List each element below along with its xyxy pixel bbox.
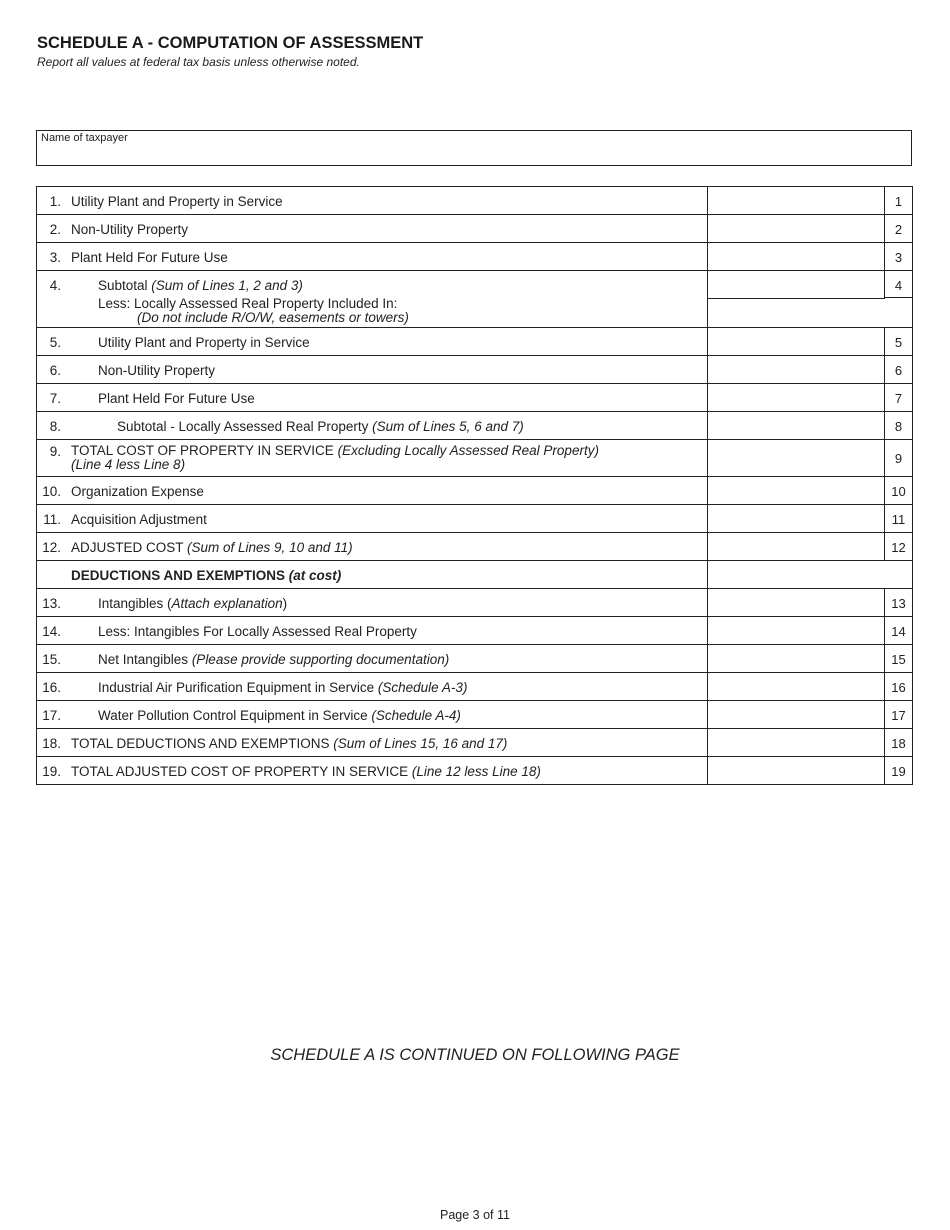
- line-14-amount-field[interactable]: [707, 617, 885, 644]
- line-ref: 1: [884, 187, 912, 214]
- line-18-amount-field[interactable]: [707, 729, 885, 756]
- taxpayer-name-field[interactable]: [36, 130, 912, 166]
- line-description: Less: Intangibles For Locally Assessed Real Property: [98, 624, 417, 639]
- line-ref: 2: [884, 215, 912, 242]
- line-number: 6.: [49, 363, 61, 378]
- line-description: [71, 540, 353, 555]
- line-ref: 10: [884, 477, 912, 504]
- line-note: (Excluding Locally Assessed Real Property): [337, 443, 599, 458]
- line-ref: 6: [884, 356, 912, 383]
- line-number: 3.: [49, 250, 61, 265]
- line-11-row: [36, 505, 913, 533]
- line-17-amount-field[interactable]: [707, 701, 885, 728]
- line-text: Intangibles (: [98, 596, 172, 611]
- line-ref: 17: [884, 701, 912, 728]
- line-ref: 12: [884, 533, 912, 560]
- line-5-amount-field[interactable]: [707, 328, 885, 355]
- line-5-row: [36, 328, 913, 356]
- line-13-row: [36, 589, 913, 617]
- line-tail: ): [282, 596, 288, 611]
- line-19-row: [36, 757, 913, 785]
- line-description: [98, 680, 467, 695]
- line-2-amount-field[interactable]: [707, 215, 885, 242]
- line-text: Net Intangibles: [98, 652, 192, 667]
- line-ref: 3: [884, 243, 912, 270]
- line-9-row: [36, 440, 913, 477]
- line-ref: 7: [884, 384, 912, 411]
- line-ref: 11: [884, 505, 912, 532]
- line-number: 14.: [42, 624, 61, 639]
- line-text: Water Pollution Control Equipment in Service: [98, 708, 372, 723]
- line-ref: 9: [884, 440, 912, 476]
- line-11-amount-field[interactable]: [707, 505, 885, 532]
- line-12-row: [36, 533, 913, 561]
- heading-text: DEDUCTIONS AND EXEMPTIONS: [71, 568, 289, 583]
- line-description: Plant Held For Future Use: [98, 391, 255, 406]
- line-text: TOTAL COST OF PROPERTY IN SERVICE: [71, 443, 338, 458]
- schedule-title: SCHEDULE A - COMPUTATION OF ASSESSMENT: [37, 34, 424, 52]
- schedule-subtitle: Report all values at federal tax basis unless otherwise noted.: [37, 55, 360, 69]
- line-description: Utility Plant and Property in Service: [98, 335, 310, 350]
- line-description: [98, 278, 303, 293]
- line-text: Subtotal - Locally Assessed Real Property: [117, 419, 373, 434]
- line-note: (Sum of Lines 5, 6 and 7): [372, 419, 524, 434]
- line-13-amount-field[interactable]: [707, 589, 885, 616]
- line-3-amount-field[interactable]: [707, 243, 885, 270]
- line-number: 13.: [42, 596, 61, 611]
- line-ref: 19: [884, 757, 912, 784]
- line-number: 15.: [42, 652, 61, 667]
- line-ref: 5: [884, 328, 912, 355]
- line-15-amount-field[interactable]: [707, 645, 885, 672]
- line-6-amount-field[interactable]: [707, 356, 885, 383]
- computation-table: [36, 186, 913, 785]
- line-number: 17.: [42, 708, 61, 723]
- line-ref: 4: [884, 271, 912, 298]
- line-6-row: [36, 356, 913, 384]
- line-note: (Schedule A-3): [377, 680, 468, 695]
- line-description: [117, 419, 524, 434]
- line-number: 9.: [49, 444, 61, 459]
- line-17-row: [36, 701, 913, 729]
- line-3-row: [36, 243, 913, 271]
- line-number: 16.: [42, 680, 61, 695]
- line-number: 7.: [49, 391, 61, 406]
- line-ref: 14: [884, 617, 912, 644]
- line-text: ADJUSTED COST: [71, 540, 188, 555]
- line-10-row: [36, 477, 913, 505]
- line-note: (Sum of Lines 1, 2 and 3): [151, 278, 303, 293]
- line-number: 5.: [49, 335, 61, 350]
- line-description: [71, 736, 507, 751]
- line-description: [71, 444, 599, 472]
- line-text: TOTAL DEDUCTIONS AND EXEMPTIONS: [71, 736, 334, 751]
- deductions-header-row: [36, 561, 913, 589]
- line-8-amount-field[interactable]: [707, 412, 885, 439]
- line-number: 10.: [42, 484, 61, 499]
- line-12-amount-field[interactable]: [707, 533, 885, 560]
- line-note: (Sum of Lines 9, 10 and 11): [187, 540, 353, 555]
- line-note: (Line 12 less Line 18): [411, 764, 541, 779]
- line-description: [98, 596, 287, 611]
- page-number: Page 3 of 11: [440, 1208, 510, 1222]
- line-description: [98, 708, 461, 723]
- taxpayer-name-label: Name of taxpayer: [41, 132, 128, 144]
- line-7-amount-field[interactable]: [707, 384, 885, 411]
- less-note: (Do not include R/O/W, easements or towers): [137, 310, 409, 325]
- line-8-row: [36, 412, 913, 440]
- line-text: TOTAL ADJUSTED COST OF PROPERTY IN SERVICE: [71, 764, 412, 779]
- line-4-row: [36, 271, 913, 328]
- line-note: Attach explanation: [171, 596, 283, 611]
- line-10-amount-field[interactable]: [707, 477, 885, 504]
- line-ref: 18: [884, 729, 912, 756]
- line-note: (Schedule A-4): [371, 708, 461, 723]
- line-note: (Please provide supporting documentation): [191, 652, 450, 667]
- line-19-amount-field[interactable]: [707, 757, 885, 784]
- line-number: 2.: [49, 222, 61, 237]
- line-description: Utility Plant and Property in Service: [71, 194, 283, 209]
- line-number: 4.: [49, 278, 61, 293]
- line-note: (Sum of Lines 15, 16 and 17): [333, 736, 508, 751]
- line-7-row: [36, 384, 913, 412]
- less-locally-assessed-label: [98, 297, 409, 325]
- line-number: 1.: [49, 194, 61, 209]
- continued-notice: SCHEDULE A IS CONTINUED ON FOLLOWING PAGE: [270, 1046, 680, 1064]
- line-number: 18.: [42, 736, 61, 751]
- line-ref: 13: [884, 589, 912, 616]
- line-note-2: (Line 4 less Line 8): [71, 457, 186, 472]
- line-ref: 8: [884, 412, 912, 439]
- line-description: [98, 652, 449, 667]
- line-number: 12.: [42, 540, 61, 555]
- less-text: Less: Locally Assessed Real Property Included In:: [98, 296, 398, 311]
- line-9-amount-field[interactable]: [707, 440, 885, 476]
- line-14-row: [36, 617, 913, 645]
- line-4-amount-field[interactable]: [707, 271, 885, 299]
- blank-cell: [707, 299, 914, 327]
- line-number: 8.: [49, 419, 61, 434]
- line-15-row: [36, 645, 913, 673]
- line-description: Non-Utility Property: [98, 363, 216, 378]
- line-16-row: [36, 673, 913, 701]
- line-ref: 15: [884, 645, 912, 672]
- line-1-row: [36, 187, 913, 215]
- line-1-amount-field[interactable]: [707, 187, 885, 214]
- line-text: Industrial Air Purification Equipment in Service: [98, 680, 378, 695]
- line-description: Acquisition Adjustment: [71, 512, 207, 527]
- line-number: 11.: [43, 512, 61, 527]
- line-description: Organization Expense: [71, 484, 204, 499]
- line-description: Non-Utility Property: [71, 222, 189, 237]
- section-heading: [71, 568, 341, 583]
- line-description: [71, 764, 541, 779]
- line-18-row: [36, 729, 913, 757]
- line-text: Subtotal: [98, 278, 152, 293]
- heading-note: (at cost): [288, 568, 342, 583]
- line-description: Plant Held For Future Use: [71, 250, 228, 265]
- line-16-amount-field[interactable]: [707, 673, 885, 700]
- line-2-row: [36, 215, 913, 243]
- blank-cell: [707, 561, 914, 588]
- line-number: 19.: [42, 764, 61, 779]
- line-ref: 16: [884, 673, 912, 700]
